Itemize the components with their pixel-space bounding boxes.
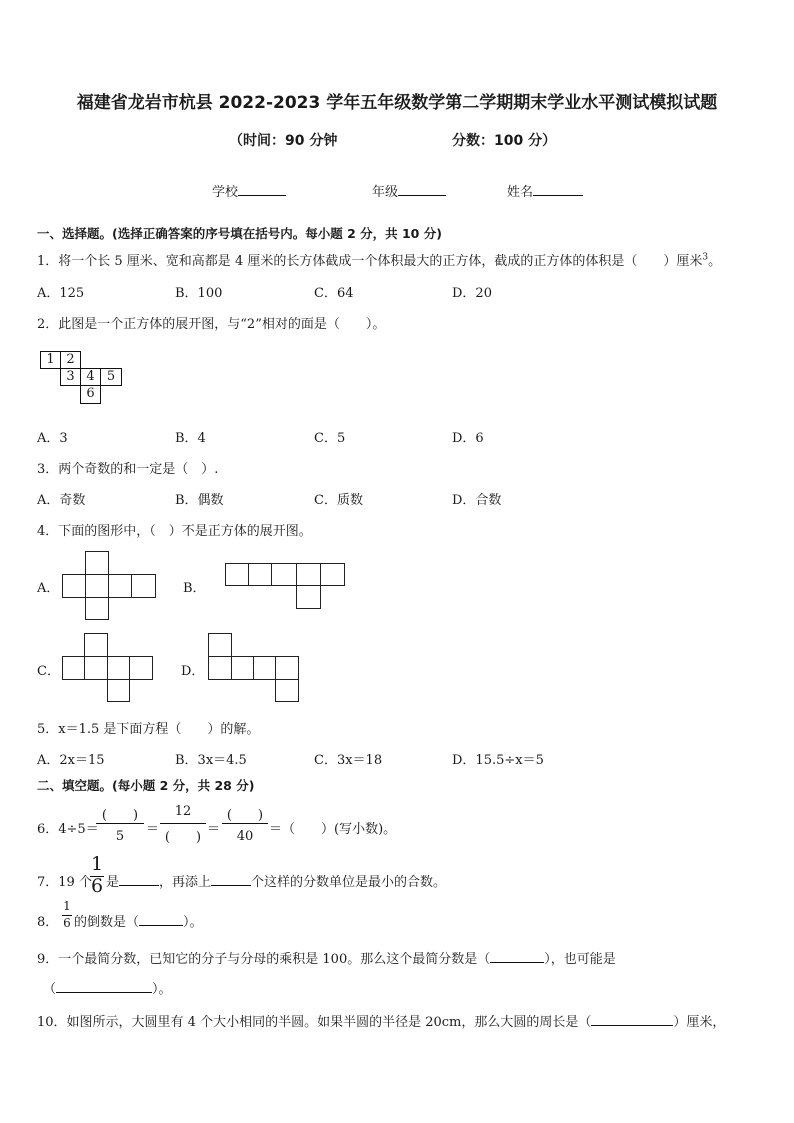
net-c-square (129, 656, 153, 680)
net-d-square (253, 656, 276, 680)
net-b-square (225, 563, 249, 586)
q1-option-b[interactable]: B．100 (175, 286, 223, 301)
q7-middle (106, 871, 446, 890)
net-a-square (85, 597, 109, 620)
q8-tail: 的倒数是（ (74, 915, 140, 930)
question-1-text: 1．将一个长 5 厘米、宽和高都是 4 厘米的长方体截成一个体积最大的正方体，截成的正方体的体积是（ ）厘米 (37, 254, 703, 269)
exam-title: 福建省龙岩市杭县 2022-2023 学年五年级数学第二学期期末学业水平测试模拟试题 (76, 93, 718, 113)
name-field (507, 181, 583, 200)
q2-option-d[interactable]: D．6 (452, 431, 484, 446)
net-a-square (131, 574, 156, 598)
q9-text: 9．一个最简分数，已知它的分子与分母的乘积是 100。那么这个最简分数是（ (37, 952, 491, 967)
q8-body (74, 911, 203, 930)
q3-option-a[interactable]: A．奇数 (37, 493, 86, 508)
q3-option-b[interactable]: B．偶数 (175, 493, 224, 508)
q7-mid2: ，再添上 (159, 875, 212, 890)
q10-blank[interactable] (591, 1025, 673, 1026)
q7-frac-num: 1 (90, 853, 104, 875)
q6-frac2-den[interactable]: ( ) (164, 830, 202, 845)
q9-blank-2[interactable] (56, 992, 152, 993)
net-d-square (208, 633, 232, 657)
name-label: 姓名 (507, 185, 534, 200)
net-c-square (62, 656, 85, 680)
net-a-square (85, 551, 109, 575)
q6-frac3-bar (222, 823, 268, 824)
q7-mid1: 是 (106, 875, 120, 890)
q2-option-a[interactable]: A．3 (37, 431, 68, 446)
section2-heading: 二、填空题。(每小题 2 分，共 28 分) (37, 778, 255, 793)
exam-time: （时间：90 分钟 (229, 133, 338, 149)
q5-option-c[interactable]: C．3x＝18 (314, 753, 383, 768)
q2-option-c[interactable]: C．5 (314, 431, 346, 446)
net-c-square (107, 679, 130, 702)
q6-frac1-den: 5 (115, 829, 125, 844)
q6-frac2-num: 12 (174, 804, 192, 819)
school-field (212, 181, 286, 200)
net-cell-5: 5 (100, 368, 122, 386)
net-b-square (296, 563, 321, 586)
q10-text: 10．如图所示，大圆里有 4 个大小相同的半圆。如果半圆的半径是 20cm，那么大圆的周长是（ (37, 1015, 592, 1030)
question-2: 2．此图是一个正方体的展开图，与“2”相对的面是（ ）。 (37, 317, 386, 332)
question-10 (37, 1011, 725, 1030)
net-cell-2: 2 (60, 351, 81, 369)
q5-option-a[interactable]: A．2x＝15 (37, 753, 105, 768)
question-1-sup: 3 (702, 252, 709, 263)
q9-close: ）。 (152, 982, 172, 997)
net-d-square (275, 679, 299, 702)
net-a-square (85, 574, 109, 598)
q7-tail: 个这样的分数单位是最小的合数。 (251, 875, 447, 890)
q1-option-c[interactable]: C．64 (314, 286, 354, 301)
q8-blank[interactable] (139, 925, 183, 926)
q7-blank-2[interactable] (211, 885, 251, 886)
q8-prefix: 8． (37, 915, 59, 930)
net-a-square (108, 574, 132, 598)
school-blank[interactable] (238, 195, 286, 196)
grade-label: 年级 (372, 185, 399, 200)
section1-heading: 一、选择题。(选择正确答案的序号填在括号内。每小题 2 分，共 10 分) (37, 226, 442, 241)
net-a-square (62, 574, 86, 598)
q8-frac-num: 1 (63, 899, 71, 913)
q4-option-b[interactable]: B． (183, 581, 206, 596)
question-3: 3．两个奇数的和一定是（ ）. (37, 462, 219, 477)
net-d-square (275, 656, 299, 680)
q2-option-b[interactable]: B．4 (175, 431, 206, 446)
q6-eq-2: ＝ (207, 822, 221, 837)
q5-option-d[interactable]: D．15.5÷x＝5 (452, 753, 544, 768)
q6-suffix: ＝（ ）(写小数)。 (269, 822, 397, 837)
q4-option-a[interactable]: A． (37, 581, 60, 596)
q8-close: ）。 (183, 915, 203, 930)
q3-option-c[interactable]: C．质数 (314, 493, 363, 508)
question-4: 4．下面的图形中，（ ）不是正方体的展开图。 (37, 524, 312, 539)
net-c-square (84, 633, 108, 657)
question-1 (37, 250, 721, 269)
question-1-tail: 。 (708, 254, 722, 269)
q8-frac-den: 6 (63, 916, 71, 930)
name-blank[interactable] (533, 195, 583, 196)
net-cell-4: 4 (80, 368, 101, 386)
q6-frac2-bar (160, 823, 206, 824)
q4-option-c[interactable]: C． (37, 664, 60, 679)
q7-blank-1[interactable] (119, 885, 159, 886)
q10-tail: ）厘米， (673, 1015, 726, 1030)
q6-frac1-bar (96, 823, 144, 824)
q9-open: （ (43, 982, 57, 997)
q5-option-b[interactable]: B．3x＝4.5 (175, 753, 247, 768)
grade-field (372, 181, 446, 200)
net-cell-6: 6 (80, 385, 101, 404)
grade-blank[interactable] (398, 195, 446, 196)
question-5: 5．x＝1.5 是下面方程（ ）的解。 (37, 722, 260, 737)
net-d-square (208, 656, 232, 680)
q6-frac3-num[interactable]: ( ) (226, 808, 264, 823)
q6-frac1-num[interactable]: ( ) (101, 808, 139, 823)
net-b-square (248, 563, 272, 586)
question-9 (37, 948, 616, 967)
net-c-square (84, 656, 108, 680)
q1-option-d[interactable]: D．20 (452, 286, 492, 301)
school-label: 学校 (212, 185, 239, 200)
net-b-square (271, 563, 297, 586)
net-b-square (320, 563, 345, 586)
q6-frac3-den: 40 (236, 829, 254, 844)
q4-option-d[interactable]: D． (181, 664, 205, 679)
exam-score: 分数：100 分） (452, 133, 557, 149)
net-c-square (107, 656, 130, 680)
q6-eq-1: ＝ (146, 822, 160, 837)
question-9-line2 (43, 978, 172, 997)
q1-option-a[interactable]: A．125 (37, 286, 85, 301)
q7-frac-den: 6 (90, 875, 104, 897)
net-cell-1: 1 (40, 351, 61, 369)
q9-mid: ），也可能是 (544, 952, 616, 967)
net-cell-3: 3 (60, 368, 81, 386)
q7-prefix: 7．19 个 (37, 875, 92, 890)
q3-option-d[interactable]: D．合数 (452, 493, 502, 508)
net-b-square (296, 585, 321, 609)
net-d-square (231, 656, 254, 680)
q9-blank-1[interactable] (490, 962, 544, 963)
q6-prefix: 6．4÷5＝ (37, 822, 99, 837)
